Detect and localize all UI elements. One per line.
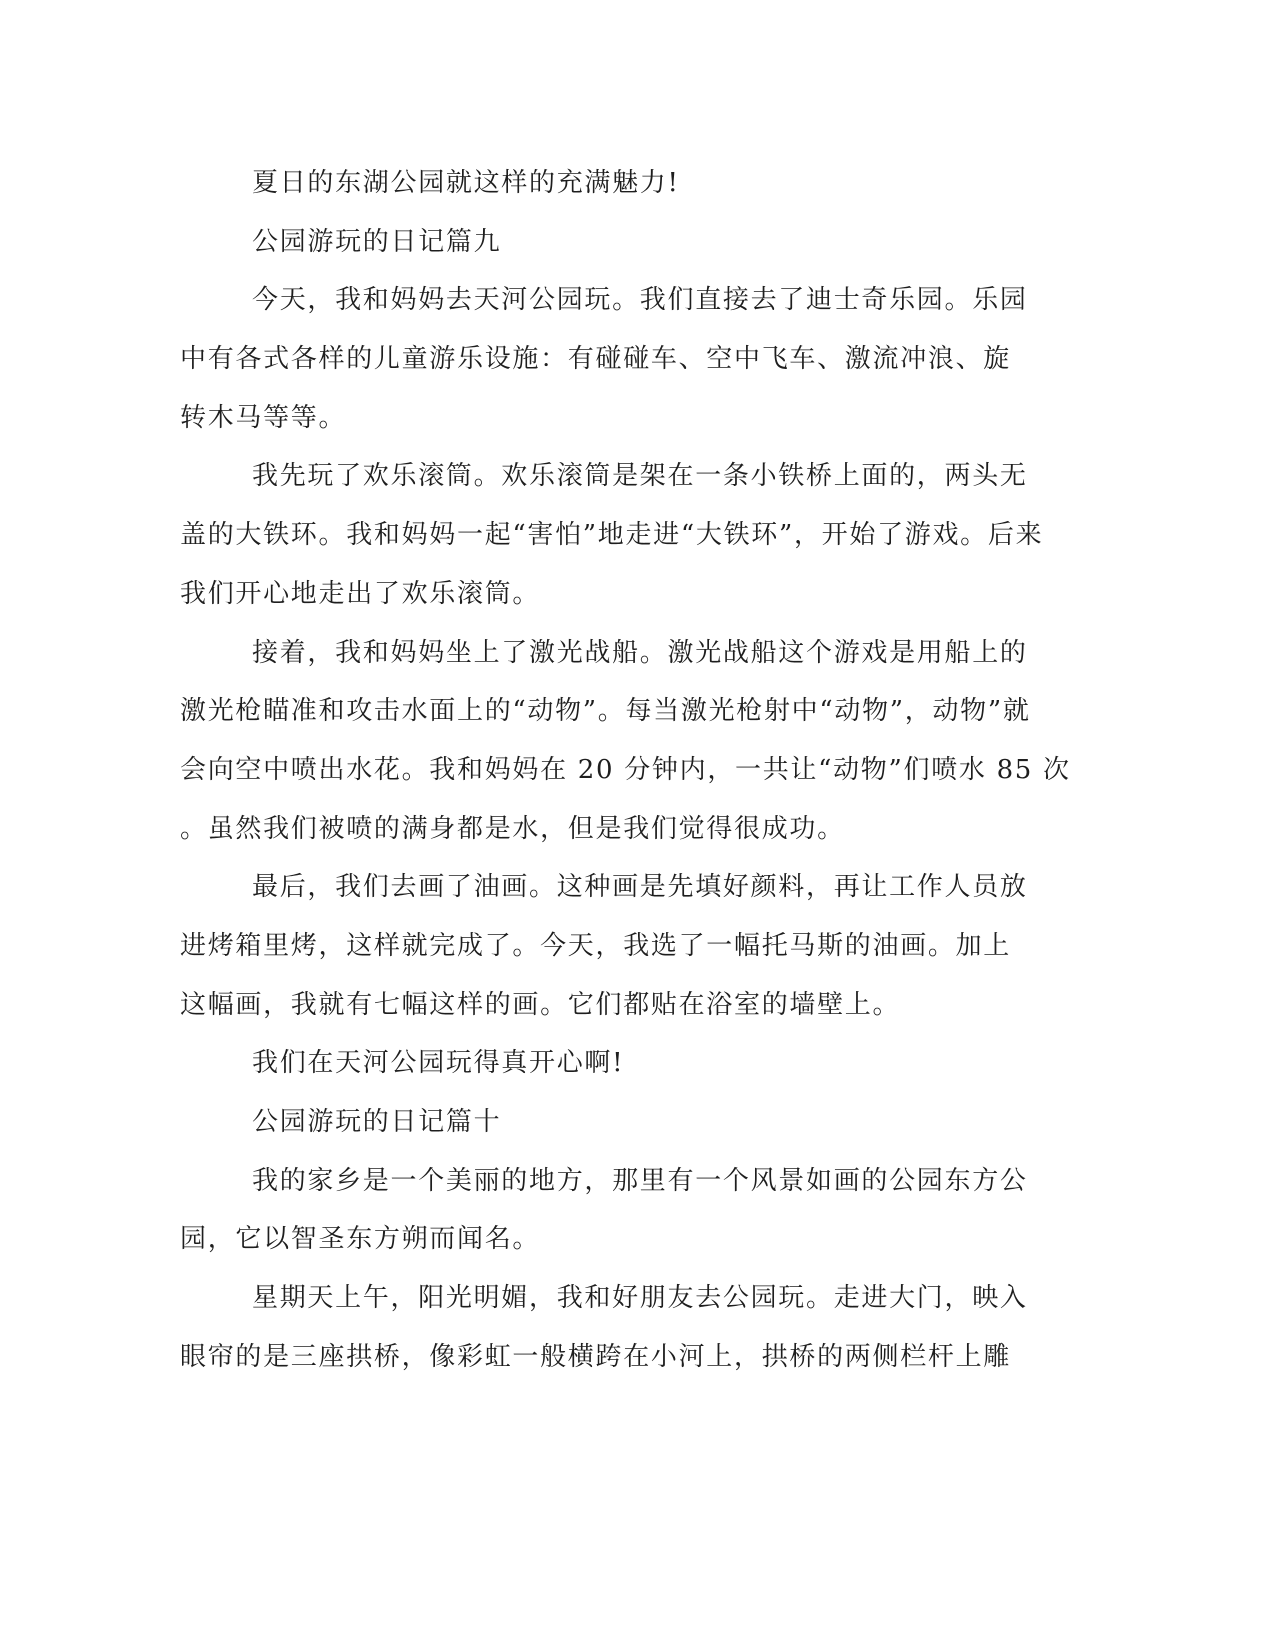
paragraph-intro-park [180, 271, 1060, 447]
paragraph-line: 激光枪瞄准和攻击水面上的“动物”。每当激光枪射中“动物”，动物”就 [180, 696, 1031, 727]
paragraph-line: 会向空中喷出水花。我和妈妈在 20 分钟内，一共让“动物”们喷水 85 次 [180, 754, 1071, 785]
paragraph-line: 今天，我和妈妈去天河公园玩。我们直接去了迪士奇乐园。乐园 [252, 285, 1028, 316]
paragraph-line: 这幅画，我就有七幅这样的画。它们都贴在浴室的墙壁上。 [180, 989, 901, 1020]
paragraph-hometown [180, 1152, 1060, 1269]
paragraph-line: 盖的大铁环。我和妈妈一起“害怕”地走进“大铁环”，开始了游戏。后来 [180, 520, 1044, 551]
paragraph-line: 。虽然我们被喷的满身都是水，但是我们觉得很成功。 [180, 813, 845, 844]
section-heading-nine [180, 213, 1060, 272]
paragraph-roller-drum [180, 447, 1060, 623]
section-heading-ten [180, 1093, 1060, 1152]
section-heading: 公园游玩的日记篇九 [252, 226, 502, 257]
paragraph-line: 进烤箱里烤，这样就完成了。今天，我选了一幅托马斯的油画。加上 [180, 930, 1012, 961]
paragraph-line: 园，它以智圣东方朔而闻名。 [180, 1224, 541, 1255]
paragraph-line: 最后，我们去画了油画。这种画是先填好颜料，再让工作人员放 [252, 872, 1028, 903]
paragraph-line: 我的家乡是一个美丽的地方，那里有一个风景如画的公园东方公 [252, 1165, 1028, 1196]
paragraph-line: 接着，我和妈妈坐上了激光战船。激光战船这个游戏是用船上的 [252, 637, 1028, 668]
paragraph-laser-ship [180, 624, 1071, 859]
paragraph-line: 我先玩了欢乐滚筒。欢乐滚筒是架在一条小铁桥上面的，两头无 [252, 461, 1028, 492]
paragraph-line: 转木马等等。 [180, 402, 347, 433]
section-heading: 公园游玩的日记篇十 [252, 1107, 502, 1137]
paragraph-line: 眼帘的是三座拱桥，像彩虹一般横跨在小河上，拱桥的两侧栏杆上雕 [180, 1341, 1012, 1372]
paragraph-oil-painting [180, 858, 1060, 1034]
paragraph-sunday-visit [180, 1269, 1060, 1386]
paragraph-line: 我们开心地走出了欢乐滚筒。 [180, 578, 541, 609]
paragraph-line: 中有各式各样的儿童游乐设施：有碰碰车、空中飞车、激流冲浪、旋 [180, 344, 1012, 375]
paragraph-line: 星期天上午，阳光明媚，我和好朋友去公园玩。走进大门，映入 [252, 1283, 1028, 1314]
paragraph-closing-summer [180, 154, 1060, 213]
document-body [180, 154, 1071, 1386]
paragraph-line: 夏日的东湖公园就这样的充满魅力! [252, 168, 680, 198]
paragraph-closing-tianhe [180, 1034, 1060, 1093]
paragraph-line: 我们在天河公园玩得真开心啊! [252, 1048, 625, 1079]
